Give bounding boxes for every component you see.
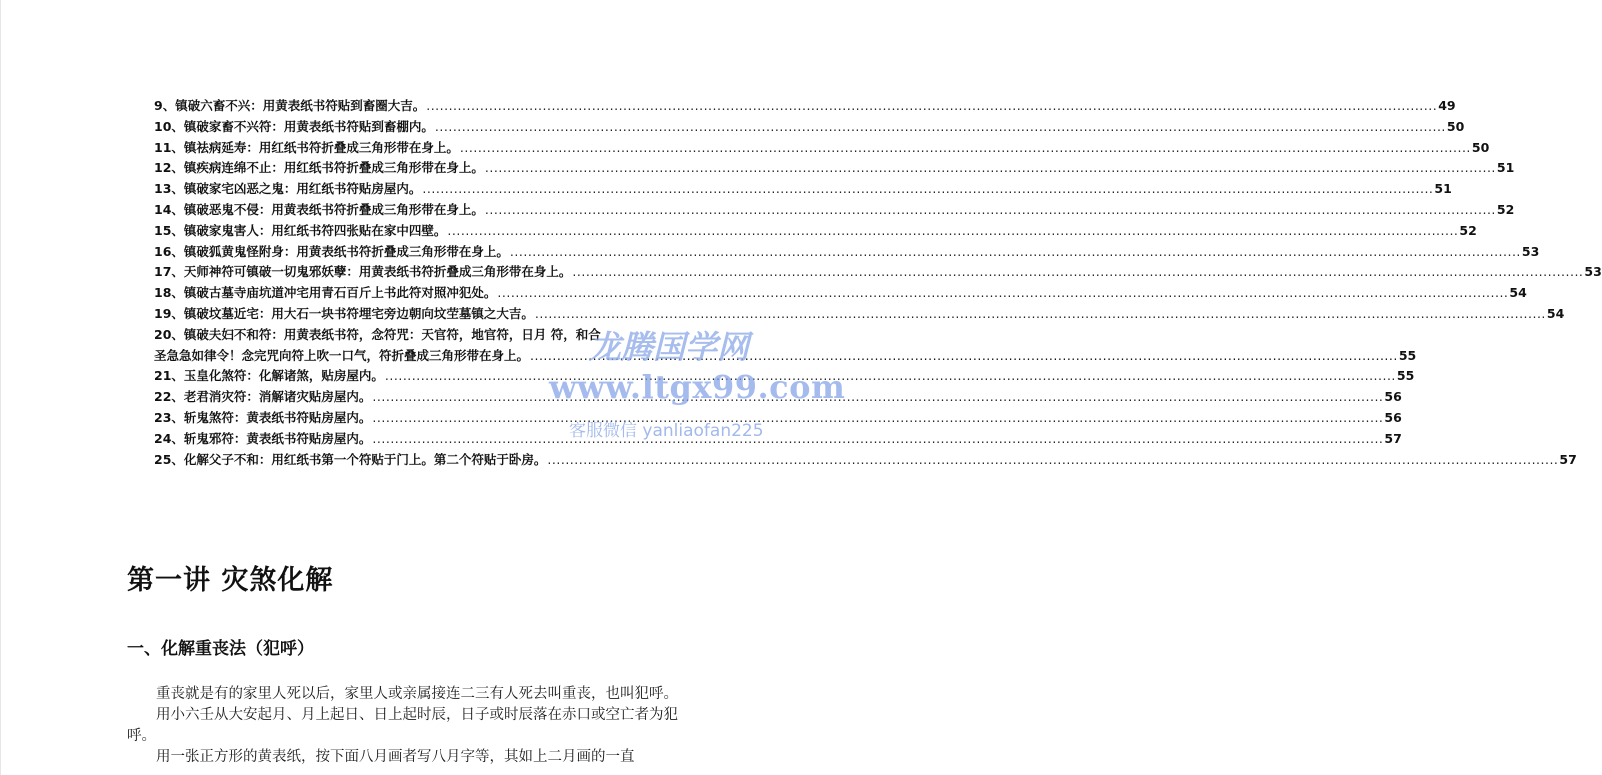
- toc-entry[interactable]: [154, 158, 1515, 179]
- toc-entry-text: 镇破家畜不兴符：用黄表纸书符贴到畜棚内。: [183, 118, 434, 134]
- toc-leader-dots: [435, 117, 1446, 138]
- toc-entry-text: 斩鬼煞符：黄表纸书符贴房屋内。: [183, 409, 372, 425]
- body-paragraph: 用小六壬从大安起月、月上起日、日上起时辰，日子或时辰落在赤口或空亡者为犯呼。: [127, 707, 678, 744]
- toc-entry-page: 55: [1396, 368, 1415, 384]
- chapter-title: 第一讲 灾煞化解: [127, 565, 334, 596]
- toc-leader-dots: [510, 242, 1521, 263]
- toc-leader-dots: [447, 221, 1458, 242]
- toc-entry-page: 55: [1398, 347, 1417, 363]
- toc-entry-number: 13、: [154, 181, 184, 197]
- toc-entry-text: 镇破夫妇不和符：用黄表纸书符，念符咒：天官符，地官符，日月 符，和合: [183, 326, 601, 342]
- toc-entry-number: 11、: [154, 139, 184, 155]
- toc-leader-dots: [530, 346, 1398, 367]
- section-heading: 一、化解重丧法（犯呼）: [127, 639, 314, 659]
- toc-entry[interactable]: [154, 117, 1465, 138]
- toc-entry-page: 50: [1446, 118, 1465, 134]
- toc-entry-text: 镇祛病延寿：用红纸书符折叠成三角形带在身上。: [183, 139, 459, 155]
- toc-entry-text: 镇疾病连绵不止：用红纸书符折叠成三角形带在身上。: [183, 160, 484, 176]
- toc-entry[interactable]: [154, 221, 1477, 242]
- toc-entry-page: 52: [1496, 201, 1515, 217]
- toc-leader-dots: [422, 179, 1433, 200]
- toc-entry-number: 12、: [154, 160, 184, 176]
- toc-entry-page: 52: [1459, 222, 1477, 238]
- toc-entry-number: 16、: [154, 243, 184, 259]
- body-paragraph: 用一张正方形的黄表纸，按下面八月画者写八月字等，其如上二月画的一直: [156, 749, 635, 765]
- toc-entry-text: 天师神符可镇破一切鬼邪妖孽：用黄表纸书符折叠成三角形带在身上。: [183, 264, 572, 280]
- toc-entry[interactable]: [154, 96, 1456, 117]
- toc-entry[interactable]: [154, 138, 1490, 159]
- toc-entry[interactable]: [154, 304, 1565, 325]
- toc-leader-dots: [460, 138, 1471, 159]
- toc-entry-text: 镇破家宅凶恶之鬼：用红纸书符贴房屋内。: [183, 181, 422, 197]
- body-paragraph: 重丧就是有的家里人死以后，家里人或亲属接连二三有人死去叫重丧，也叫犯呼。: [156, 686, 678, 702]
- toc-entry[interactable]: [154, 283, 1527, 304]
- toc-entry-wrapped-line1[interactable]: [154, 325, 680, 346]
- toc-entry-text: 镇破古墓寺庙坑道冲宅用青石百斤上书此符对照冲犯处。: [183, 285, 497, 301]
- toc-leader-dots: [372, 408, 1383, 429]
- toc-entry[interactable]: [154, 408, 1402, 429]
- toc-entry-page: 53: [1521, 243, 1540, 259]
- toc-entry-page: 54: [1546, 305, 1565, 321]
- toc-entry-text: 老君消灾符：消解诸灾贴房屋内。: [183, 389, 372, 405]
- toc-entry-page: 56: [1384, 389, 1402, 405]
- toc-entry[interactable]: [154, 450, 1577, 471]
- toc-leader-dots: [426, 96, 1437, 117]
- watermark-url: www.ltgx99.com: [549, 368, 846, 406]
- watermark-title: 龙腾国学网: [589, 328, 750, 366]
- toc-entry[interactable]: [154, 179, 1452, 200]
- toc-entry-number: 10、: [154, 118, 184, 134]
- toc-entry[interactable]: [154, 200, 1515, 221]
- toc-leader-dots: [497, 283, 1508, 304]
- toc-entry-number: 9、: [154, 98, 176, 113]
- toc-entry-text: 镇破家鬼害人：用红纸书符四张贴在家中四壁。: [183, 222, 447, 238]
- toc-entry-text-continued: 圣急急如律令！念完咒向符上吹一口气，符折叠成三角形带在身上。: [154, 347, 530, 363]
- toc-entry-number: 23、: [154, 409, 184, 425]
- toc-entry-number: 21、: [154, 368, 184, 384]
- toc-entry-text: 镇破坟墓近宅：用大石一块书符埋宅旁边朝向坟茔墓镇之大吉。: [183, 305, 534, 321]
- toc-leader-dots: [547, 450, 1558, 471]
- toc-leader-dots: [385, 366, 1396, 387]
- toc-entry-number: 15、: [154, 222, 184, 238]
- toc-entry-number: 18、: [154, 285, 184, 301]
- toc-entry-page: 57: [1559, 451, 1577, 467]
- toc-entry-number: 20、: [154, 326, 184, 342]
- body-text: [127, 684, 681, 768]
- toc-entry-page: 49: [1438, 98, 1456, 113]
- toc-leader-dots: [485, 200, 1496, 221]
- toc-entry-text: 玉皇化煞符：化解诸煞，贴房屋内。: [183, 368, 384, 384]
- toc-entry-number: 25、: [154, 451, 184, 467]
- toc-entry-number: 19、: [154, 305, 184, 321]
- toc-leader-dots: [372, 429, 1383, 450]
- toc-entry-page: 54: [1509, 285, 1527, 301]
- toc-entry-text: 镇破六畜不兴：用黄表纸书符贴到畜圈大吉。: [175, 98, 426, 113]
- toc-entry-page: 50: [1471, 139, 1490, 155]
- toc-entry-text: 化解父子不和：用红纸书第一个符贴于门上。第二个符贴于卧房。: [183, 451, 547, 467]
- toc-entry-page: 56: [1384, 409, 1402, 425]
- toc-entry-page: 57: [1384, 430, 1402, 446]
- toc-entry-number: 22、: [154, 389, 184, 405]
- watermark-contact: 客服微信 yanliaofan225: [569, 421, 764, 441]
- toc-leader-dots: [372, 387, 1383, 408]
- toc-entry-number: 24、: [154, 430, 184, 446]
- toc-entry-text: 镇破恶鬼不侵：用黄表纸书符折叠成三角形带在身上。: [183, 201, 484, 217]
- toc-entry[interactable]: [154, 242, 1540, 263]
- toc-entry-text: 镇破狐黄鬼怪附身：用黄表纸书符折叠成三角形带在身上。: [183, 243, 509, 259]
- toc-leader-dots: [572, 262, 1583, 283]
- toc-entry-text: 斩鬼邪符：黄表纸书符贴房屋内。: [183, 430, 372, 446]
- toc-entry[interactable]: [154, 262, 1602, 283]
- toc-entry-number: 17、: [154, 264, 184, 280]
- toc-entry-number: 14、: [154, 201, 184, 217]
- toc-leader-dots: [535, 304, 1546, 325]
- toc-entry-page: 51: [1434, 181, 1452, 197]
- toc-entry-page: 53: [1584, 264, 1602, 280]
- toc-entry-page: 51: [1496, 160, 1515, 176]
- toc-leader-dots: [485, 158, 1496, 179]
